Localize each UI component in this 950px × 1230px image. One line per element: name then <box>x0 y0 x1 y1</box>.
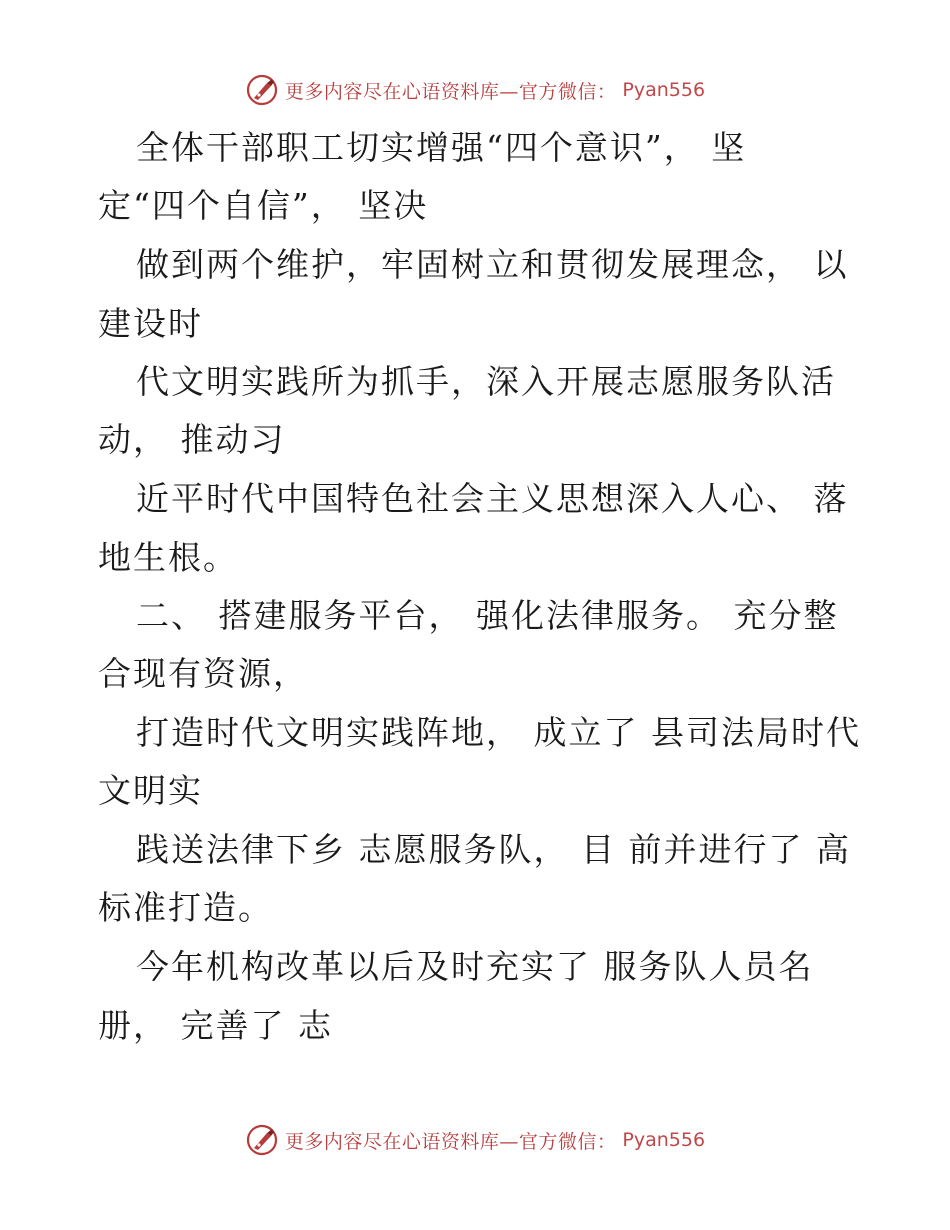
text-line: 代文明实践所为抓手，深入开展志愿服务队活 <box>136 362 836 401</box>
text-line: 今年机构改革以后及时充实了 服务队人员名 <box>136 947 814 986</box>
text-line: 文明实 <box>98 771 203 810</box>
text-line: 定“四个自信”， 坚决 <box>98 186 429 225</box>
header-watermark <box>0 70 950 110</box>
footer-watermark <box>0 1120 950 1160</box>
text-line: 地生根。 <box>98 538 238 577</box>
text-line: 动， 推动习 <box>98 420 286 459</box>
pen-nib-icon <box>245 73 279 107</box>
text-line: 打造时代文明实践阵地， 成立了 县司法局时代 <box>136 713 861 752</box>
text-line: 近平时代中国特色社会主义思想深入人心、 落 <box>136 479 849 518</box>
text-line: 建设时 <box>98 304 203 343</box>
text-line: 二、 搭建服务平台， 强化法律服务。 充分整 <box>136 596 839 635</box>
text-line: 合现有资源， <box>98 654 308 693</box>
pen-nib-icon <box>245 1123 279 1157</box>
text-line: 标准打造。 <box>98 888 273 927</box>
text-line: 践送法律下乡 志愿服务队， 目 前并进行了 高 <box>136 830 851 869</box>
text-line: 全体干部职工切实增强“四个意识”， 坚 <box>136 128 747 167</box>
watermark-text: 更多内容尽在心语资料库—官方微信： <box>284 1130 617 1153</box>
wechat-id: Pyan556 <box>622 1129 706 1151</box>
text-line: 册， 完善了 志 <box>98 1006 333 1045</box>
wechat-id: Pyan556 <box>622 79 706 101</box>
text-line: 做到两个维护，牢固树立和贯彻发展理念， 以 <box>136 245 849 284</box>
watermark-text: 更多内容尽在心语资料库—官方微信： <box>284 80 617 103</box>
